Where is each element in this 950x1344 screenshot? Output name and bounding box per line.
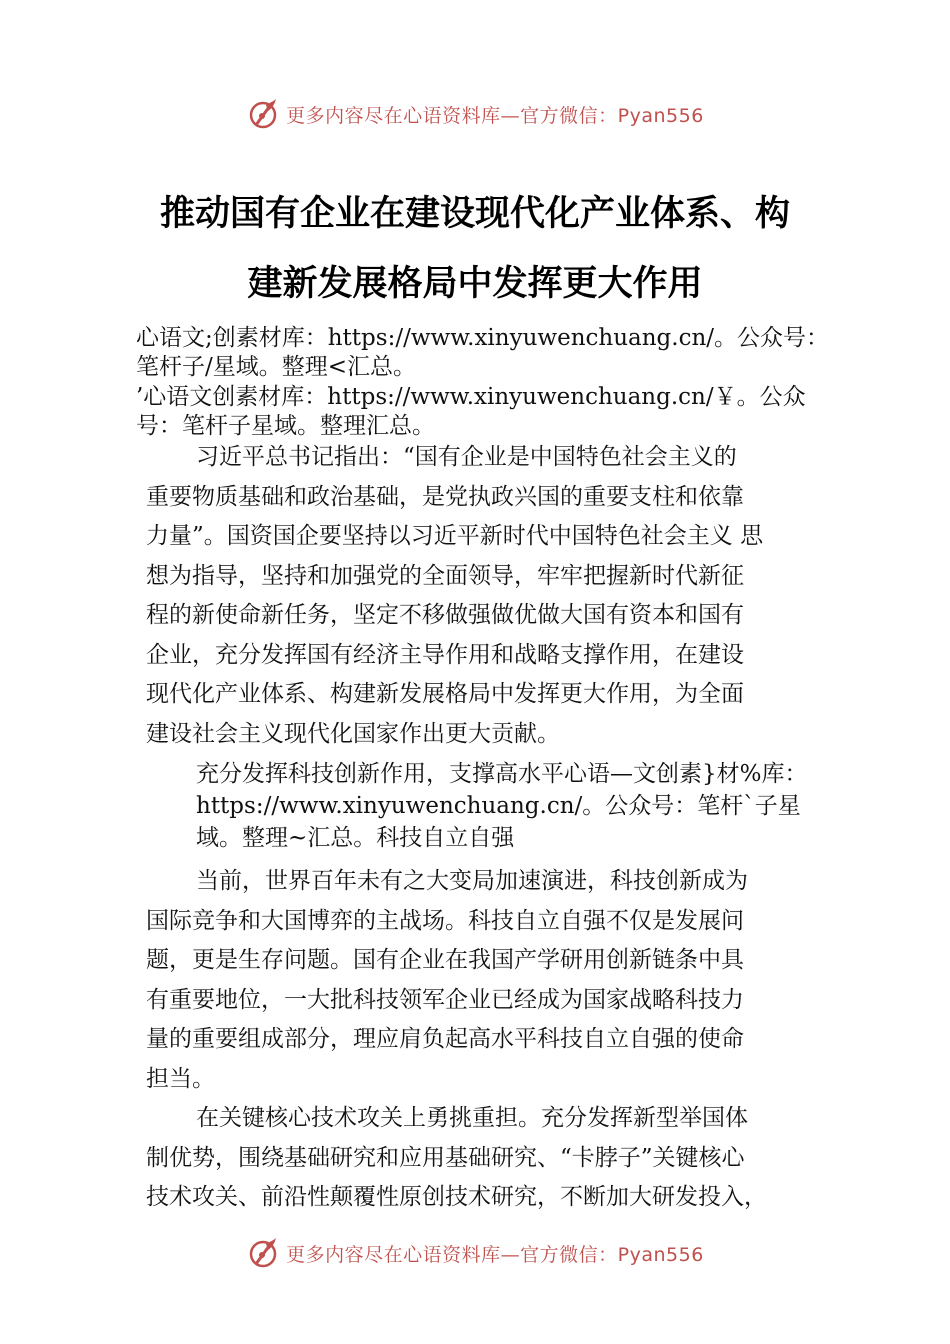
document-title-line-2: 建新发展格局中发挥更大作用 — [247, 264, 703, 304]
section-heading-line: 充分发挥科技创新作用，支撑高水平心语—文创素}材%库： — [196, 761, 808, 787]
paragraph-line: 企业，充分发挥国有经济主导作用和战略支撑作用，在建设 — [146, 641, 744, 668]
banner-caption: 更多内容尽在心语资料库—官方微信： — [286, 1243, 618, 1266]
paragraph-1 — [146, 438, 826, 754]
paragraph-line: 程的新使命新任务，坚定不移做强做优做大国有资本和国有 — [146, 602, 744, 628]
paragraph-line: 建设社会主义现代化国家作出更大贡献。 — [146, 720, 560, 747]
quill-circle-logo-icon — [246, 1236, 280, 1270]
paragraph-line: 想为指导，坚持和加强党的全面领导，牢牢把握新时代新征 — [146, 562, 744, 589]
paragraph-line: 制优势，围绕基础研究和应用基础研究、“卡脖子”关键核心 — [146, 1144, 745, 1171]
paragraph-line: 力量”。国资国企要坚持以习近平新时代中国特色社会主义 思 — [146, 523, 764, 549]
paragraph-line: 现代化产业体系、构建新发展格局中发挥更大作用，为全面 — [146, 681, 744, 707]
banner-caption: 更多内容尽在心语资料库—官方微信： — [286, 104, 618, 127]
banner-wechat-id: Pyan556 — [617, 1243, 704, 1266]
banner-text — [286, 1240, 704, 1267]
header-banner — [0, 94, 950, 134]
section-heading — [196, 758, 856, 854]
banner-text — [286, 101, 704, 128]
paragraph-line: 重要物质基础和政治基础，是党执政兴国的重要支柱和依靠 — [146, 483, 744, 510]
section-heading-line: https://www.xinyuwenchuang.cn/。公众号：笔杆`子星 — [196, 793, 801, 819]
source-note-line-3: ’心语文创素材库：https://www.xinyuwenchuang.cn/￥。公众 — [136, 384, 806, 410]
paragraph-line: 国际竞争和大国博弈的主战场。科技自立自强不仅是发展问 — [146, 907, 744, 934]
footer-banner — [0, 1233, 950, 1273]
paragraph-line: 题，更是生存问题。国有企业在我国产学研用创新链条中具 — [146, 947, 744, 973]
document-title-line-1: 推动国有企业在建设现代化产业体系、构 — [159, 194, 790, 234]
paragraph-line: 习近平总书记指出：“国有企业是中国特色社会主义的 — [196, 444, 737, 470]
quill-circle-logo-icon — [246, 97, 280, 131]
source-note-line-2: 笔杆子/星域。整理<汇总。 — [136, 354, 417, 380]
section-heading-line: 域。整理~汇总。科技自立自强 — [196, 825, 515, 851]
paragraph-line: 担当。 — [146, 1065, 215, 1092]
banner-wechat-id: Pyan556 — [617, 104, 704, 127]
paragraph-line: 当前，世界百年未有之大变局加速演进，科技创新成为 — [196, 868, 748, 894]
paragraph-line: 有重要地位，一大批科技领军企业已经成为国家战略科技力 — [146, 986, 744, 1013]
paragraph-3 — [146, 1099, 826, 1218]
source-note-line-4: 号：笔杆子星域。整理汇总。 — [136, 413, 435, 439]
paragraph-line: 在关键核心技术攻关上勇挑重担。充分发挥新型举国体 — [196, 1105, 748, 1131]
paragraph-line: 技术攻关、前沿性颠覆性原创技术研究，不断加大研发投入， — [146, 1184, 767, 1210]
paragraph-line: 量的重要组成部分，理应肩负起高水平科技自立自强的使命 — [146, 1026, 744, 1052]
paragraph-2 — [146, 862, 826, 1099]
source-note-line-1: 心语文;创素材库：https://www.xinyuwenchuang.cn/。公众号： — [136, 325, 830, 351]
